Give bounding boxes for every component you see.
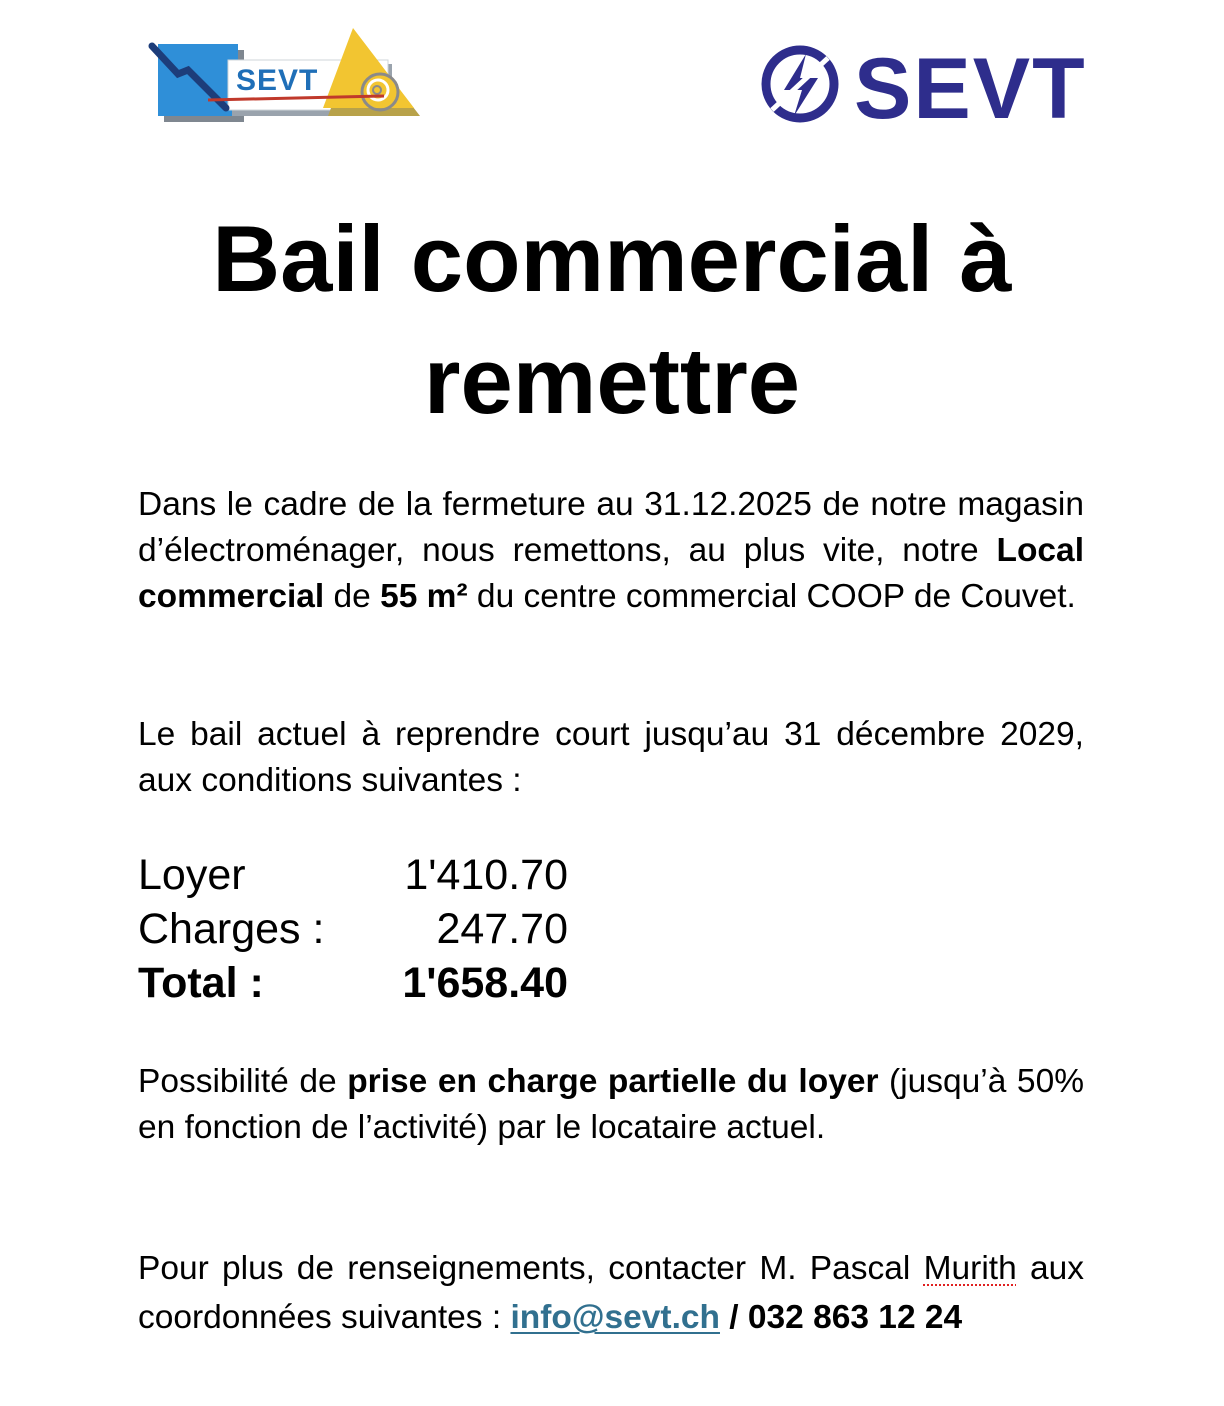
contact-paragraph — [138, 1244, 1084, 1342]
costs-table — [138, 848, 568, 1010]
intro-paragraph — [138, 482, 1084, 620]
sevt-old-logo — [148, 24, 420, 124]
intro-text-3: du centre commercial COOP de Couvet. — [467, 578, 1076, 615]
intro-bold-area: 55 m² — [380, 578, 468, 615]
contact-text-2: aux coordonnées suivantes : — [138, 1250, 1084, 1336]
cost-label: Total : — [138, 959, 264, 1007]
title-line-1: Bail commercial à — [212, 206, 1012, 311]
support-text-1: Possibilité de — [138, 1063, 348, 1100]
cost-value: 247.70 — [436, 905, 568, 953]
lease-paragraph — [138, 712, 1084, 804]
sevt-new-logo-text: SEVT — [854, 41, 1087, 130]
contact-text-1: Pour plus de renseignements, contacter M. Pascal — [138, 1250, 924, 1287]
lease-text: Le bail actuel à reprendre court jusqu’au 31 décembre 2029, aux conditions suivantes : — [138, 716, 1084, 799]
lightning-circle-icon — [766, 50, 834, 118]
page-title — [0, 198, 1224, 442]
sevt-new-logo — [758, 40, 1098, 130]
contact-name: Murith — [923, 1250, 1017, 1287]
cost-label: Charges : — [138, 905, 325, 953]
support-bold: prise en charge partielle du loyer — [347, 1063, 879, 1100]
cost-value: 1'410.70 — [404, 851, 568, 899]
cost-value: 1'658.40 — [402, 959, 568, 1007]
sevt-old-logo-text: SEVT — [236, 64, 319, 97]
phone-number: / 032 863 12 24 — [719, 1299, 963, 1336]
title-line-2: remettre — [423, 328, 801, 433]
cost-row-charges — [138, 902, 568, 956]
intro-text-1: Dans le cadre de la fermeture au 31.12.2025 de notre magasin d’électroménager, nous remettons, au plus vite, notre — [138, 486, 1084, 569]
intro-text-2: de — [324, 578, 381, 615]
support-paragraph — [138, 1059, 1084, 1151]
cost-label: Loyer — [138, 851, 246, 899]
cost-row-total — [138, 956, 568, 1010]
email-link[interactable]: info@sevt.ch — [510, 1299, 720, 1336]
cost-row-rent — [138, 848, 568, 902]
intro-bold-local: Local commercial — [138, 532, 1084, 615]
support-text-2: (jusqu’à 50% en fonction de l’activité) par le locataire actuel. — [138, 1063, 1084, 1146]
